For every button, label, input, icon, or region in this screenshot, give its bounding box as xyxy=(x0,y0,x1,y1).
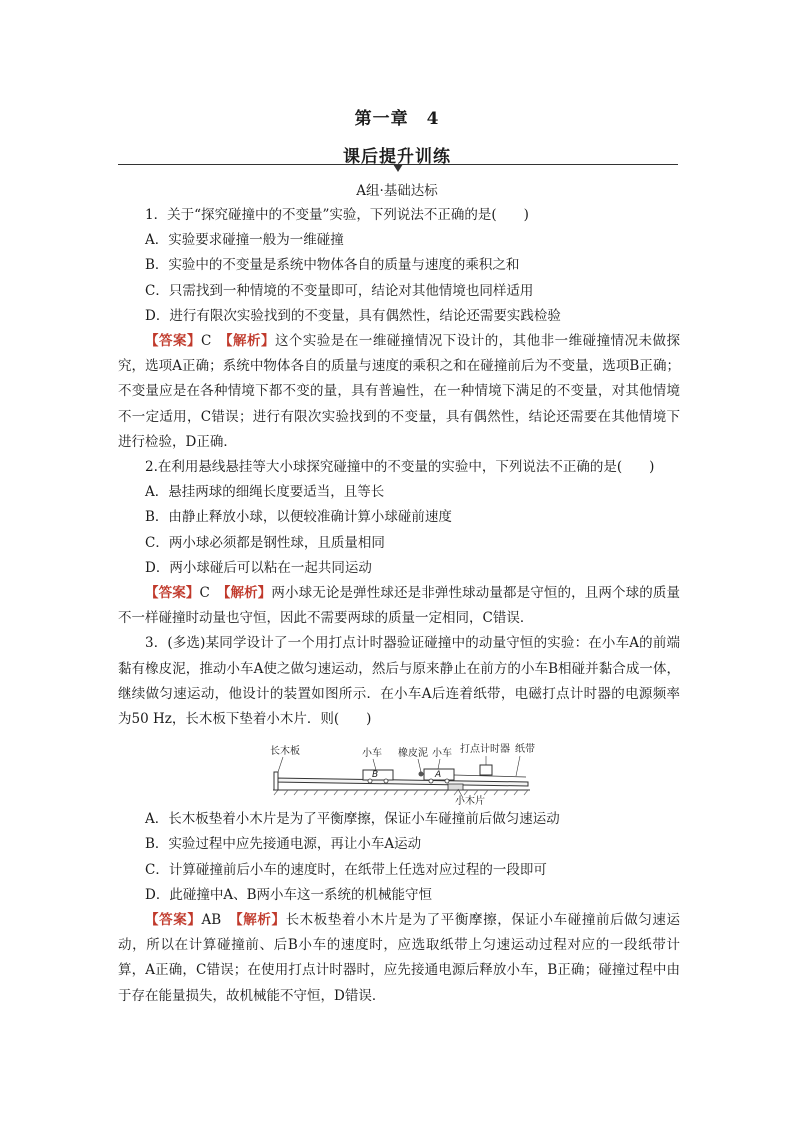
question-2-option-c: C．两小球必须都是钢性球，且质量相同 xyxy=(145,534,385,551)
question-1-option-d: D．进行有限次实验找到的不变量，具有偶然性，结论还需要实践检验 xyxy=(145,307,561,324)
chapter-title: 第一章 4 xyxy=(354,109,440,129)
analysis-tag: 【解析】 xyxy=(235,912,286,929)
label-wood-block: 小木片 xyxy=(455,796,485,808)
question-3-option-d: D．此碰撞中A、B两小车这一系统的机械能守恒 xyxy=(145,886,432,903)
answer-tag: 【答案】 xyxy=(145,333,201,350)
question-3-option-a: A．长木板垫着小木片是为了平衡摩擦，保证小车碰撞前后做匀速运动 xyxy=(145,811,560,828)
label-putty: 橡皮泥 xyxy=(398,748,428,760)
question-2-option-d: D．两小球碰后可以粘在一起共同运动 xyxy=(145,559,372,576)
answer-value: AB xyxy=(201,912,222,929)
question-1-option-c: C．只需找到一种情境的不变量即可，结论对其他情境也同样适用 xyxy=(145,282,534,299)
label-long-board: 长木板 xyxy=(270,746,300,758)
apparatus-figure xyxy=(118,732,680,807)
question-1-option-b: B．实验中的不变量是系统中物体各自的质量与速度的乘积之和 xyxy=(145,257,520,274)
label-paper-tape: 纸带 xyxy=(515,744,535,756)
label-cart-b-letter: B xyxy=(372,770,379,781)
label-cart-a-letter: A xyxy=(435,770,442,781)
question-2-option-a: A．悬挂两球的细绳长度要适当，且等长 xyxy=(145,484,385,501)
question-2-option-b: B．由静止释放小球，以便较准确计算小球碰前速度 xyxy=(145,509,452,526)
content-body xyxy=(118,203,680,1009)
question-3-option-c: C．计算碰撞前后小车的速度时，在纸带上任选对应过程的一段即可 xyxy=(145,861,547,878)
apparatus-drawing xyxy=(118,732,680,807)
answer-value: C xyxy=(200,333,212,350)
analysis-text: 这个实验是在一维碰撞情况下设计的，其他非一维碰撞情况未做探究，选项A正确；系统中物体各自的质量与速度的乘积之和在碰撞前后为不变量，选项B正确；不变量应是在各种情境下都不变的量，具有普遍性，在一种情境下满足的不变量，对其他情境不一定适用，C错误；进行有限次实验找到的不变量，具有偶然性，结论还需要在其他情境下进行检验，D正确． xyxy=(118,333,680,450)
question-2-answer xyxy=(118,581,680,631)
answer-tag: 【答案】 xyxy=(145,585,200,602)
question-1-stem: 1．关于“探究碰撞中的不变量”实验，下列说法不正确的是( ) xyxy=(145,207,529,223)
label-timer: 打点计时器 xyxy=(460,744,510,756)
analysis-text: 长木板垫着小木片是为了平衡摩擦，保证小车碰撞前后做匀速运动，所以在计算碰撞前、后B小车的速度时，应选取纸带上匀速运动过程对应的一段纸带计算，A正确，C错误；在使用打点计时器时，应先接通电源后释放小车，B正确；碰撞过程中由于存在能量损失，故机械能不守恒，D错误． xyxy=(118,912,681,1004)
header-arrow-icon xyxy=(393,164,403,172)
section-subtitle: 课后提升训练 xyxy=(343,147,451,167)
question-2-stem: 2.在利用悬线悬挂等大小球探究碰撞中的不变量的实验中，下列说法不正确的是( ) xyxy=(145,459,655,476)
label-cart-a: 小车 xyxy=(432,748,452,760)
label-cart-b: 小车 xyxy=(362,748,382,760)
question-3-answer xyxy=(118,908,680,1009)
analysis-text: 两小球无论是弹性球还是非弹性球动量都是守恒的，且两个球的质量不一样碰撞时动量也守恒，因此不需要两球的质量一定相同，C错误． xyxy=(118,585,681,627)
question-3-stem: 3．(多选)某同学设计了一个用打点计时器验证碰撞中的动量守恒的实验：在小车A的前端黏有橡皮泥，推动小车A使之做匀速运动，然后与原来静止在前方的小车B相碰并黏合成一体，继续做匀速运动，他设计的装置如图所示．在小车A后连着纸带，电磁打点计时器的电源频率为50 Hz，长木板下垫着小木片．则( ) xyxy=(118,635,680,728)
question-1-option-a: A．实验要求碰撞一般为一维碰撞 xyxy=(145,232,344,249)
analysis-tag: 【解析】 xyxy=(223,585,272,602)
answer-value: C xyxy=(199,585,210,602)
group-title: A组·基础达标 xyxy=(356,183,438,199)
analysis-tag: 【解析】 xyxy=(225,333,275,350)
answer-tag: 【答案】 xyxy=(145,912,202,929)
question-3-option-b: B．实验过程中应先接通电源，再让小车A运动 xyxy=(145,836,422,853)
question-1-answer xyxy=(118,329,680,455)
